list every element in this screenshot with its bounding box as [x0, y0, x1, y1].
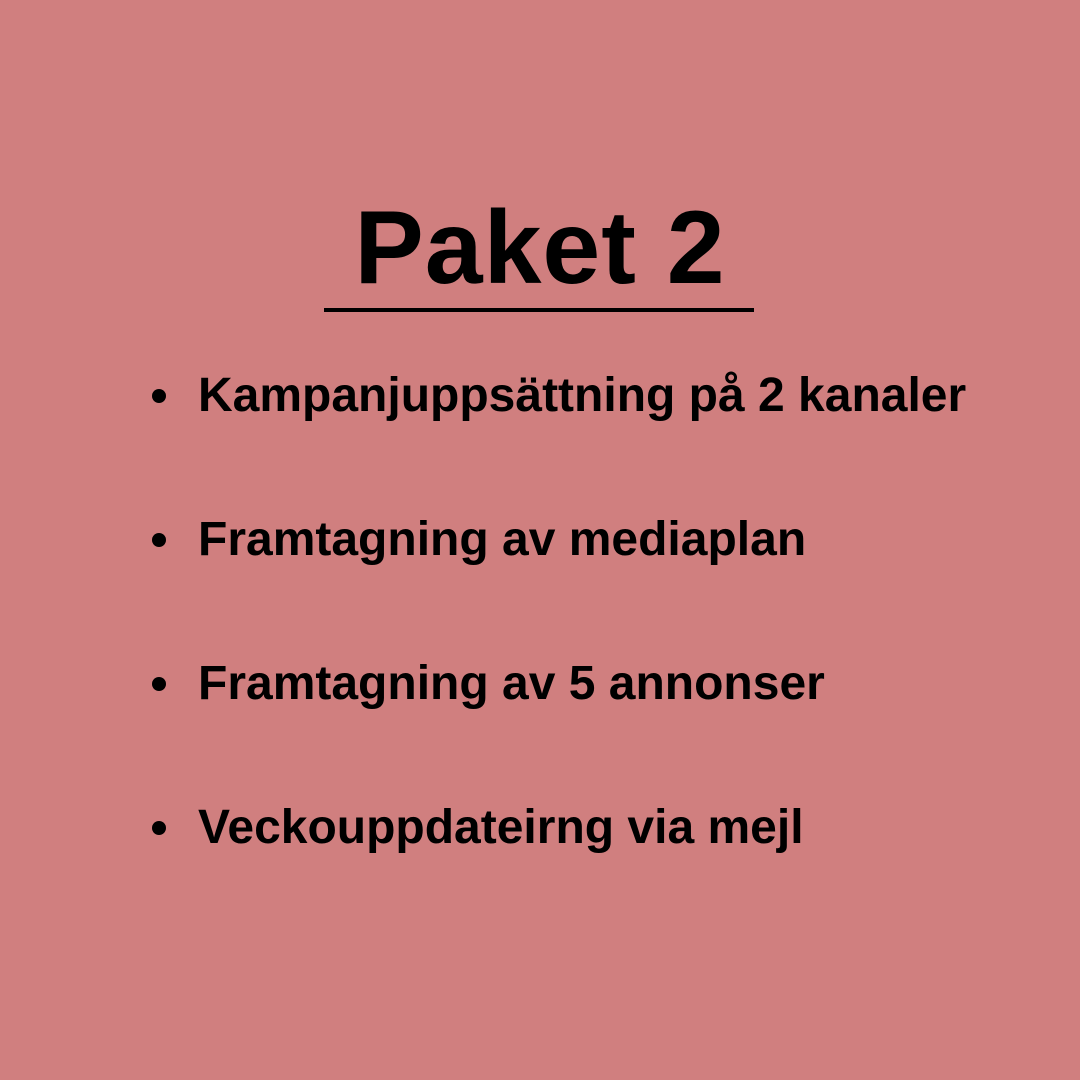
- feature-item: [152, 366, 1052, 426]
- bullet-dot-icon: [152, 821, 166, 835]
- feature-item: [152, 510, 1052, 570]
- feature-item: [152, 798, 1052, 858]
- feature-label: Framtagning av 5 annonser: [198, 657, 825, 710]
- feature-label: Framtagning av mediaplan: [198, 513, 807, 566]
- bullet-dot-icon: [152, 533, 166, 547]
- package-title: Paket 2: [354, 190, 726, 306]
- title-underline: [324, 308, 754, 312]
- bullet-dot-icon: [152, 389, 166, 403]
- feature-label: Kampanjuppsättning på 2 kanaler: [198, 369, 967, 422]
- feature-item: [152, 654, 1052, 714]
- bullet-dot-icon: [152, 677, 166, 691]
- feature-label: Veckouppdateirng via mejl: [198, 801, 804, 854]
